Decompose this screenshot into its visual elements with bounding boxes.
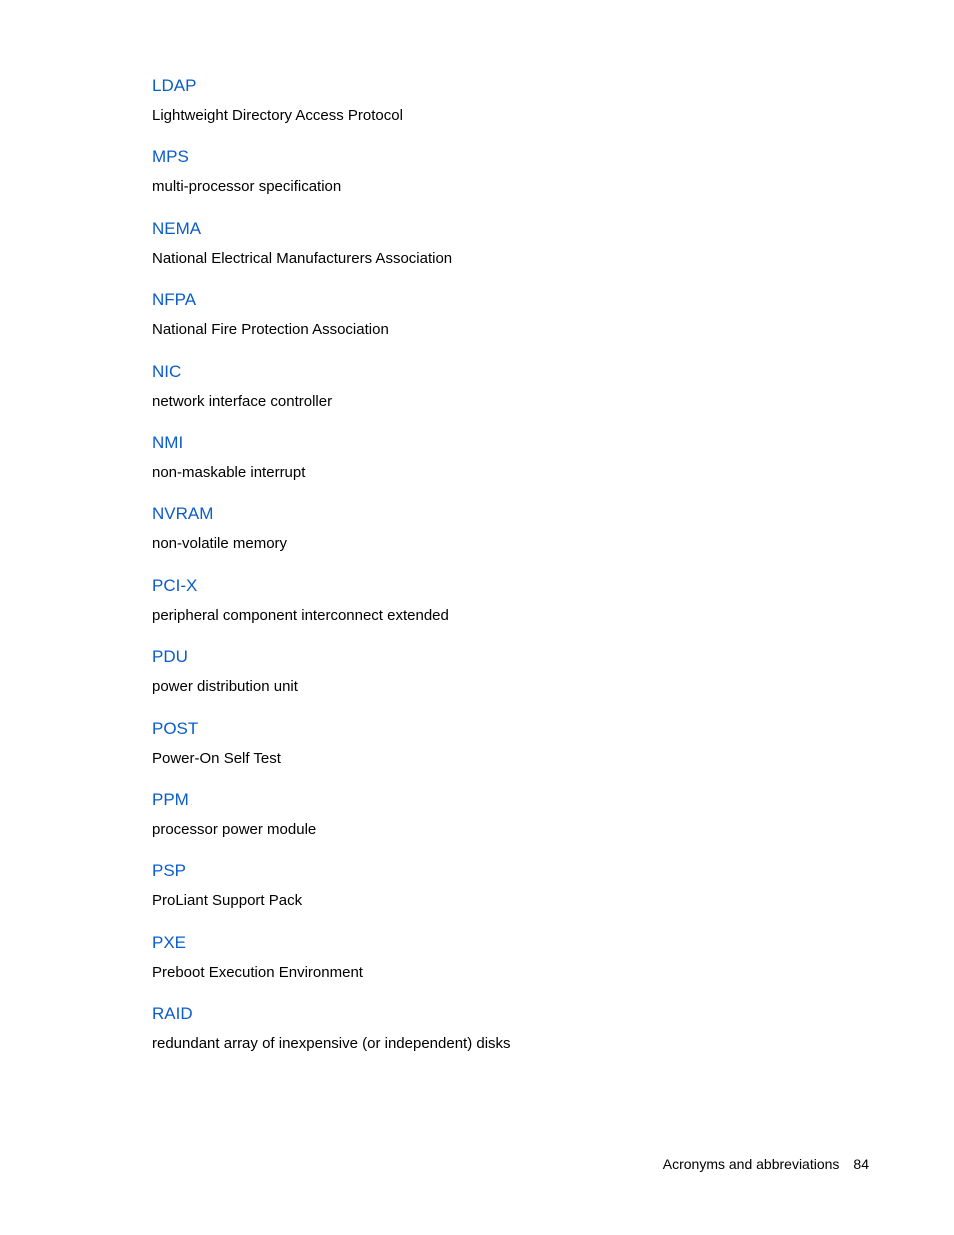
definition-mps: multi-processor specification xyxy=(152,178,342,196)
term-link-raid[interactable]: RAID xyxy=(152,1004,193,1024)
definition-psp: ProLiant Support Pack xyxy=(152,892,303,910)
term-link-pci-x[interactable]: PCI-X xyxy=(152,575,198,595)
term-link-nmi[interactable]: NMI xyxy=(152,432,184,452)
definition-ldap: Lightweight Directory Access Protocol xyxy=(152,107,403,124)
page-footer xyxy=(663,1156,869,1172)
glossary-entry-pci-x xyxy=(152,573,852,644)
definition-pci-x: peripheral component interconnect extended xyxy=(152,606,449,624)
glossary-entry-nfpa xyxy=(152,287,852,358)
definition-nema: National Electrical Manufacturers Association xyxy=(152,249,453,267)
definition-nic: network interface controller xyxy=(152,392,333,410)
definition-pxe: Preboot Execution Environment xyxy=(152,963,363,981)
glossary-entry-nema xyxy=(152,216,852,287)
term-link-pxe[interactable]: PXE xyxy=(152,932,187,952)
term-link-nvram[interactable]: NVRAM xyxy=(152,504,214,524)
glossary-entry-raid xyxy=(152,1001,852,1072)
term-link-pdu[interactable]: PDU xyxy=(152,647,188,667)
glossary-entry-nmi xyxy=(152,430,852,501)
definition-nvram: non-volatile memory xyxy=(152,535,288,553)
glossary-entry-pdu xyxy=(152,644,852,715)
glossary-entry-mps xyxy=(152,144,852,215)
term-link-psp[interactable]: PSP xyxy=(152,861,187,881)
glossary-entry-nic xyxy=(152,359,852,430)
term-link-nfpa[interactable]: NFPA xyxy=(152,290,197,310)
term-link-post[interactable]: POST xyxy=(152,718,199,738)
glossary-list xyxy=(152,73,852,1072)
glossary-entry-ppm xyxy=(152,787,852,858)
footer-section-title: Acronyms and abbreviations xyxy=(662,1156,840,1172)
glossary-entry-post xyxy=(152,716,852,787)
term-link-nic[interactable]: NIC xyxy=(152,361,182,381)
term-link-ldap[interactable]: LDAP xyxy=(152,76,197,95)
glossary-entry-psp xyxy=(152,858,852,929)
glossary-entry-ldap xyxy=(152,73,852,144)
glossary-entry-nvram xyxy=(152,501,852,572)
term-link-nema[interactable]: NEMA xyxy=(152,218,202,238)
definition-pdu: power distribution unit xyxy=(152,678,298,696)
page-number: 84 xyxy=(853,1156,869,1172)
glossary-entry-pxe xyxy=(152,930,852,1001)
definition-nfpa: National Fire Protection Association xyxy=(152,321,389,339)
definition-nmi: non-maskable interrupt xyxy=(152,463,306,481)
term-link-mps[interactable]: MPS xyxy=(152,147,189,167)
definition-post: Power-On Self Test xyxy=(152,749,281,767)
definition-ppm: processor power module xyxy=(152,820,317,838)
term-link-ppm[interactable]: PPM xyxy=(152,789,189,809)
definition-raid: redundant array of inexpensive (or independent) disks xyxy=(152,1035,511,1053)
